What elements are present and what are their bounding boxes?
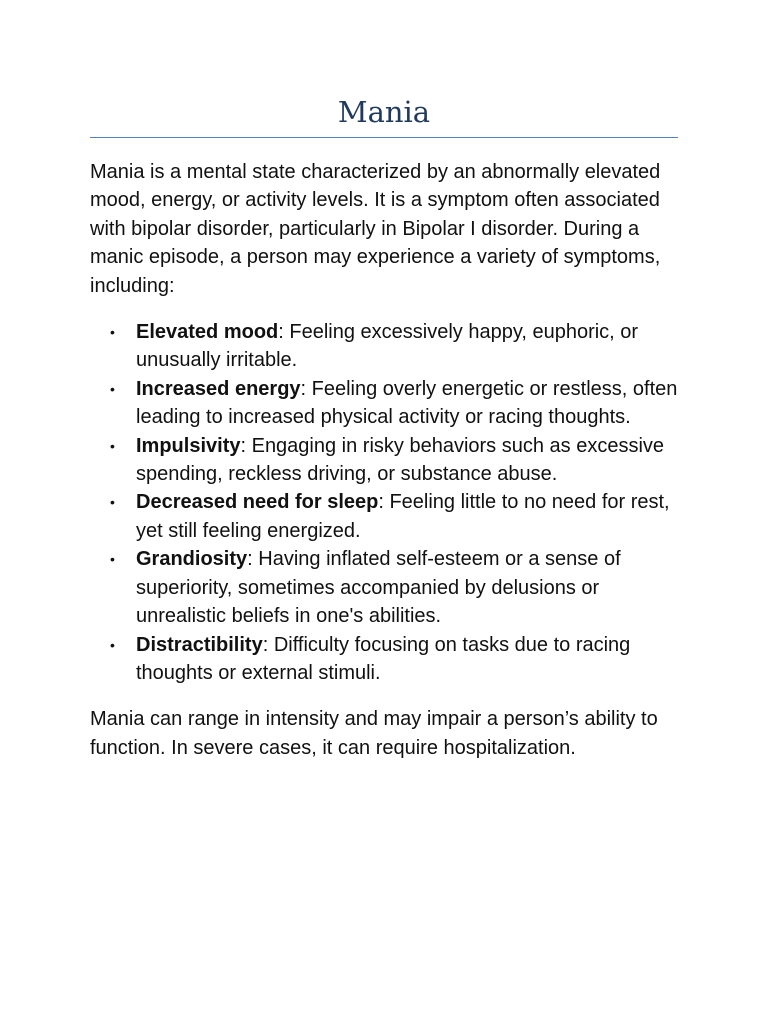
page-title: Mania <box>337 95 431 129</box>
list-item <box>90 488 678 545</box>
symptom-description: : Feeling excessively happy, euphoric, or unusually irritable. <box>136 321 639 372</box>
symptom-term: Distractibility <box>136 633 263 656</box>
list-item <box>90 318 678 375</box>
symptom-term: Increased energy <box>136 377 301 400</box>
list-item <box>90 631 678 688</box>
symptom-description: : Engaging in risky behaviors such as excessive spending, reckless driving, or substance abuse. <box>136 434 665 486</box>
bullet-icon: • <box>110 551 115 568</box>
symptom-description: : Feeling little to no need for rest, yet still feeling energized. <box>136 491 670 542</box>
bullet-icon: • <box>110 494 115 511</box>
list-item <box>90 545 678 630</box>
symptom-term: Grandiosity <box>136 548 248 571</box>
title-underline-divider <box>90 137 678 138</box>
list-item <box>90 375 678 432</box>
symptom-description: : Difficulty focusing on tasks due to racing thoughts or external stimuli. <box>136 633 631 684</box>
bullet-icon: • <box>110 324 115 341</box>
symptom-description: : Having inflated self-esteem or a sense of superiority, sometimes accompanied by delusions or unrealistic beliefs in one's abilities. <box>136 548 621 628</box>
bullet-icon: • <box>110 380 115 397</box>
intro-paragraph: Mania is a mental state characterized by an abnormally elevated mood, energy, or activity levels. It is a symptom often associated with bipolar disorder, particularly in Bipolar I disorder. During a manic episode, a person may experience a variety of symptoms, including: <box>90 161 661 297</box>
conclusion-paragraph: Mania can range in intensity and may impair a person’s ability to function. In severe cases, it can require hospitalization. <box>90 708 658 759</box>
symptom-description: : Feeling overly energetic or restless, often leading to increased physical activity or racing thoughts. <box>136 377 678 429</box>
list-item <box>90 432 678 489</box>
symptom-term: Impulsivity <box>136 434 241 457</box>
symptom-list <box>90 318 678 687</box>
symptom-term: Decreased need for sleep <box>136 491 379 514</box>
document-body <box>90 158 678 762</box>
bullet-icon: • <box>110 636 115 653</box>
bullet-icon: • <box>110 437 115 454</box>
symptom-term: Elevated mood <box>136 321 279 344</box>
